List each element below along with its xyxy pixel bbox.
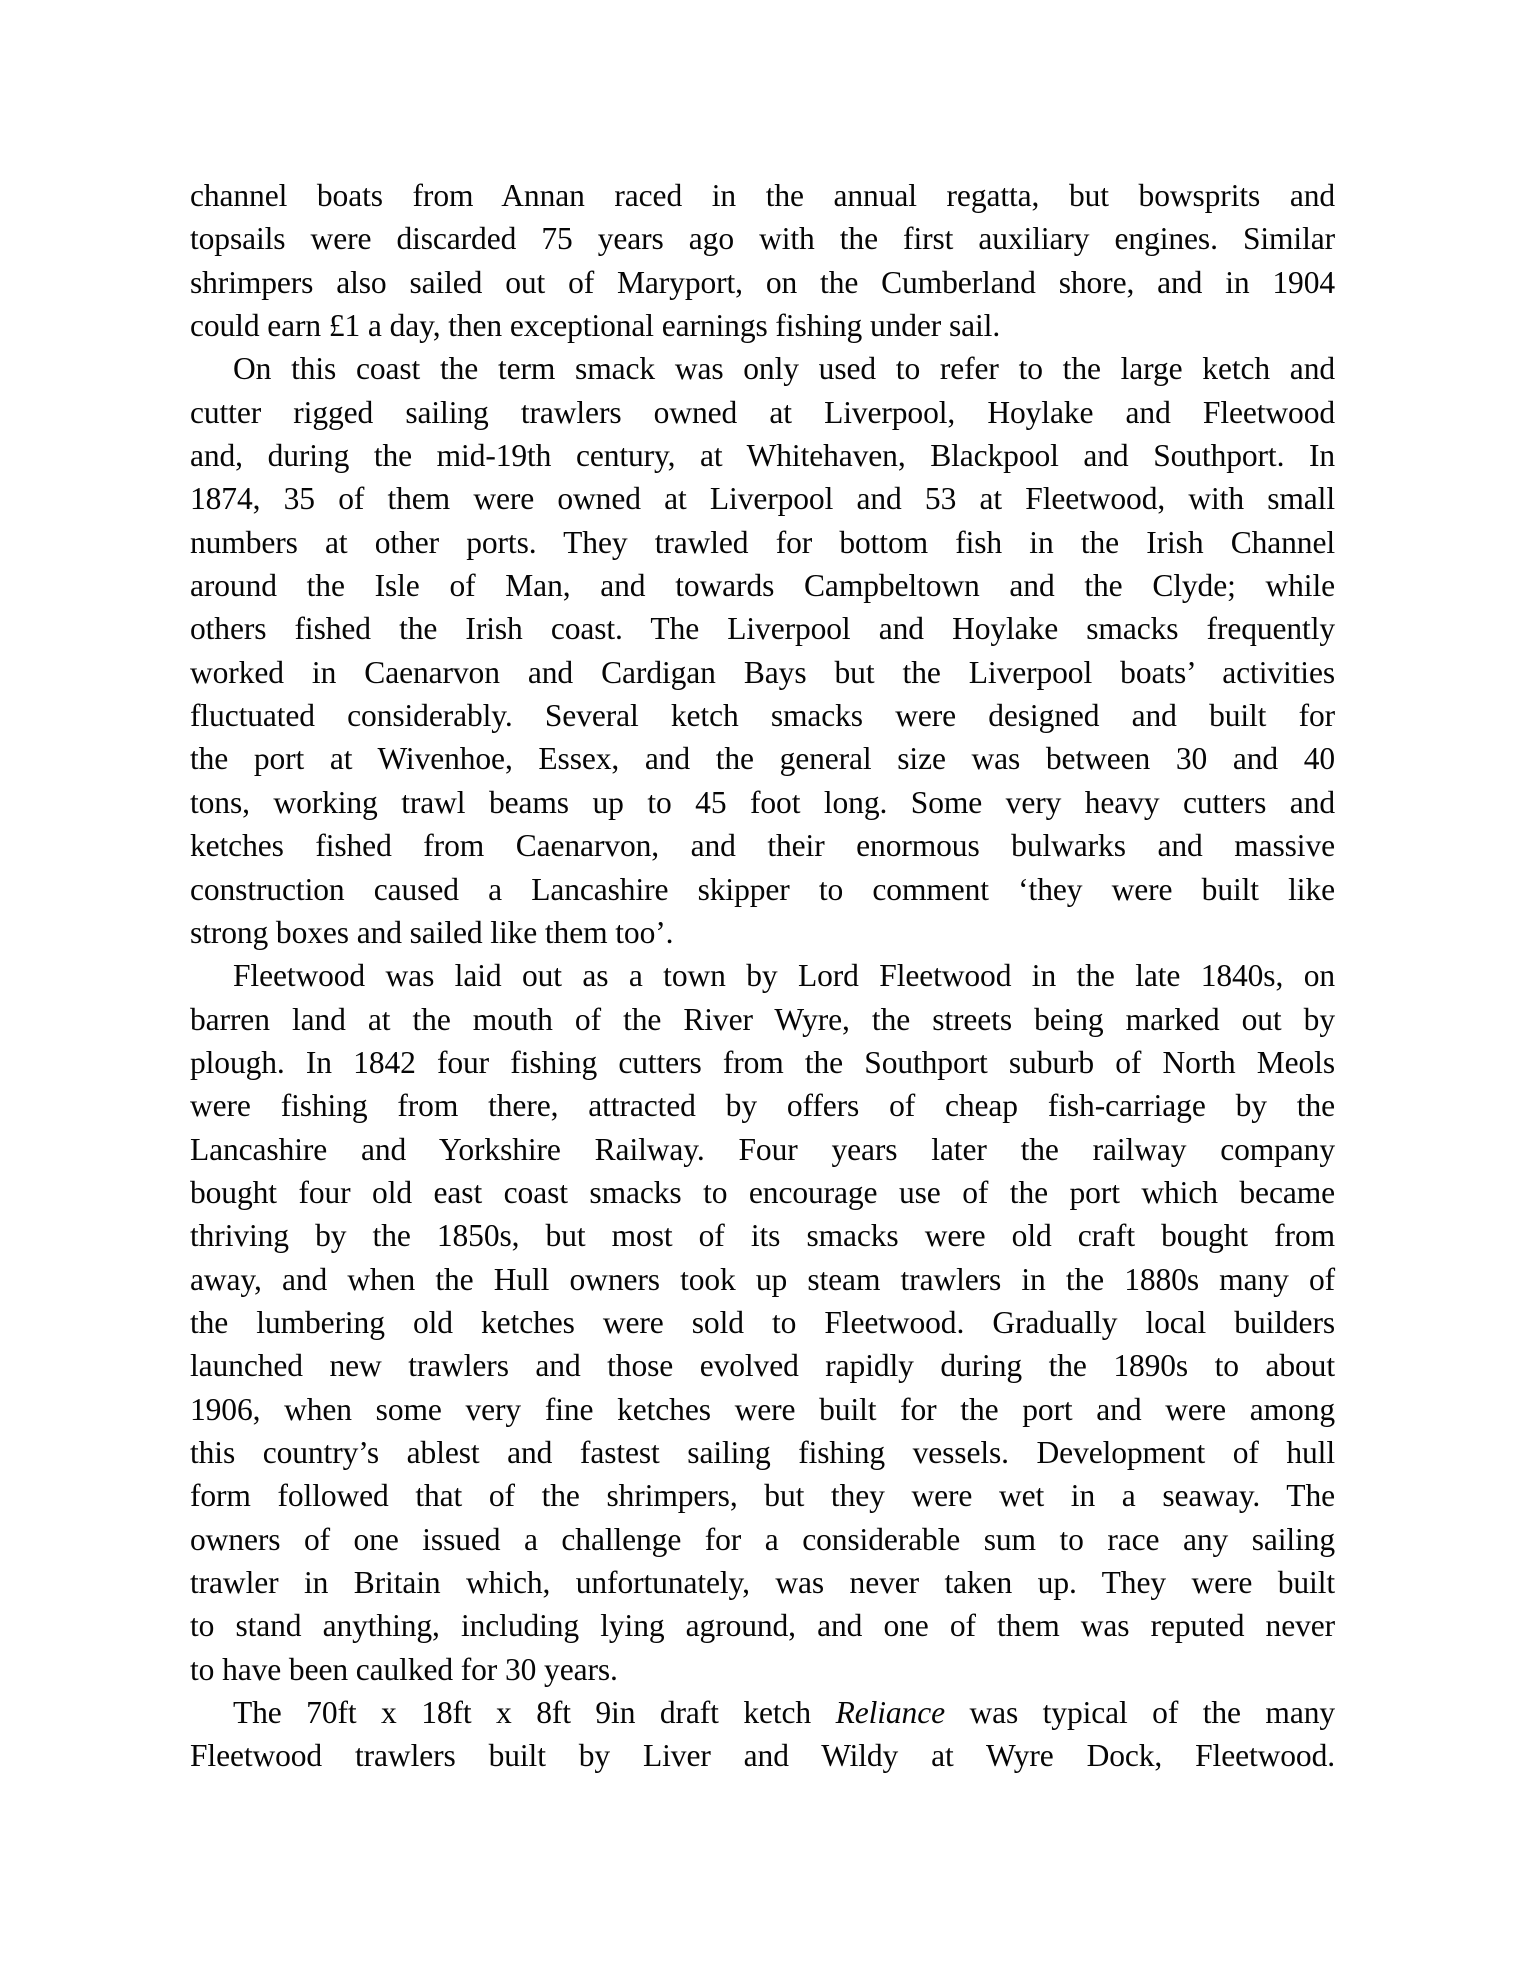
text-line: others fished the Irish coast. The Liverpool and Hoylake smacks frequently (190, 611, 1335, 647)
text-segment: The 70ft x 18ft x 8ft 9in draft ketch (233, 1695, 836, 1731)
text-line: fluctuated considerably. Several ketch smacks were designed and built for (190, 698, 1335, 734)
text-line: Fleetwood trawlers built by Liver and Wildy at Wyre Dock, Fleetwood. (190, 1738, 1335, 1774)
text-line: worked in Caenarvon and Cardigan Bays but the Liverpool boats’ activities (190, 654, 1335, 690)
text-line: strong boxes and sailed like them too’. (190, 914, 674, 950)
text-line: thriving by the 1850s, but most of its smacks were old craft bought from (190, 1218, 1335, 1254)
text-line: shrimpers also sailed out of Maryport, on the Cumberland shore, and in 1904 (190, 264, 1335, 300)
text-line: form followed that of the shrimpers, but they were wet in a seaway. The (190, 1478, 1335, 1514)
text-line: were fishing from there, attracted by offers of cheap fish-carriage by the (190, 1088, 1335, 1124)
text-line: 1874, 35 of them were owned at Liverpool and 53 at Fleetwood, with small (190, 481, 1335, 517)
paragraph (190, 1691, 1335, 1778)
text-line: construction caused a Lancashire skipper to comment ‘they were built like (190, 871, 1335, 907)
text-line (190, 1691, 1335, 1734)
vessel-name-italic: Reliance (835, 1695, 945, 1731)
text-line: channel boats from Annan raced in the annual regatta, but bowsprits and (190, 178, 1335, 213)
text-block (190, 174, 1335, 1778)
text-line: to have been caulked for 30 years. (190, 1651, 618, 1687)
text-line: 1906, when some very fine ketches were built for the port and were among (190, 1391, 1335, 1427)
text-line: owners of one issued a challenge for a considerable sum to race any sailing (190, 1521, 1335, 1557)
text-segment: was typical of the many (944, 1695, 1336, 1731)
text-line: trawler in Britain which, unfortunately, was never taken up. They were built (190, 1565, 1335, 1600)
text-line: ketches fished from Caenarvon, and their enormous bulwarks and massive (190, 828, 1335, 864)
text-line: topsails were discarded 75 years ago with the first auxiliary engines. Similar (190, 221, 1335, 257)
paragraph (190, 954, 1335, 1691)
text-line: tons, working trawl beams up to 45 foot long. Some very heavy cutters and (190, 784, 1335, 820)
text-line: this country’s ablest and fastest sailing fishing vessels. Development of hull (190, 1434, 1335, 1470)
text-line: away, and when the Hull owners took up steam trawlers in the 1880s many of (190, 1261, 1335, 1297)
paragraph (190, 174, 1335, 347)
text-line: Lancashire and Yorkshire Railway. Four years later the railway company (190, 1131, 1335, 1167)
text-line: could earn £1 a day, then exceptional earnings fishing under sail. (190, 308, 1001, 344)
text-line: and, during the mid-19th century, at Whitehaven, Blackpool and Southport. In (190, 438, 1335, 474)
text-line: the lumbering old ketches were sold to Fleetwood. Gradually local builders (190, 1304, 1335, 1340)
text-line: around the Isle of Man, and towards Campbeltown and the Clyde; while (190, 568, 1335, 604)
text-line: launched new trawlers and those evolved rapidly during the 1890s to about (190, 1348, 1335, 1384)
text-line: cutter rigged sailing trawlers owned at Liverpool, Hoylake and Fleetwood (190, 394, 1335, 430)
paragraph (190, 347, 1335, 954)
text-line: numbers at other ports. They trawled for bottom fish in the Irish Channel (190, 524, 1335, 560)
text-line: barren land at the mouth of the River Wyre, the streets being marked out by (190, 1001, 1335, 1037)
text-line: On this coast the term smack was only used to refer to the large ketch and (233, 351, 1335, 387)
text-line: Fleetwood was laid out as a town by Lord Fleetwood in the late 1840s, on (233, 958, 1335, 994)
text-line: the port at Wivenhoe, Essex, and the general size was between 30 and 40 (190, 741, 1335, 777)
text-line: bought four old east coast smacks to encourage use of the port which became (190, 1174, 1335, 1210)
text-line: plough. In 1842 four fishing cutters from the Southport suburb of North Meols (190, 1044, 1335, 1080)
text-line: to stand anything, including lying aground, and one of them was reputed never (190, 1608, 1335, 1644)
